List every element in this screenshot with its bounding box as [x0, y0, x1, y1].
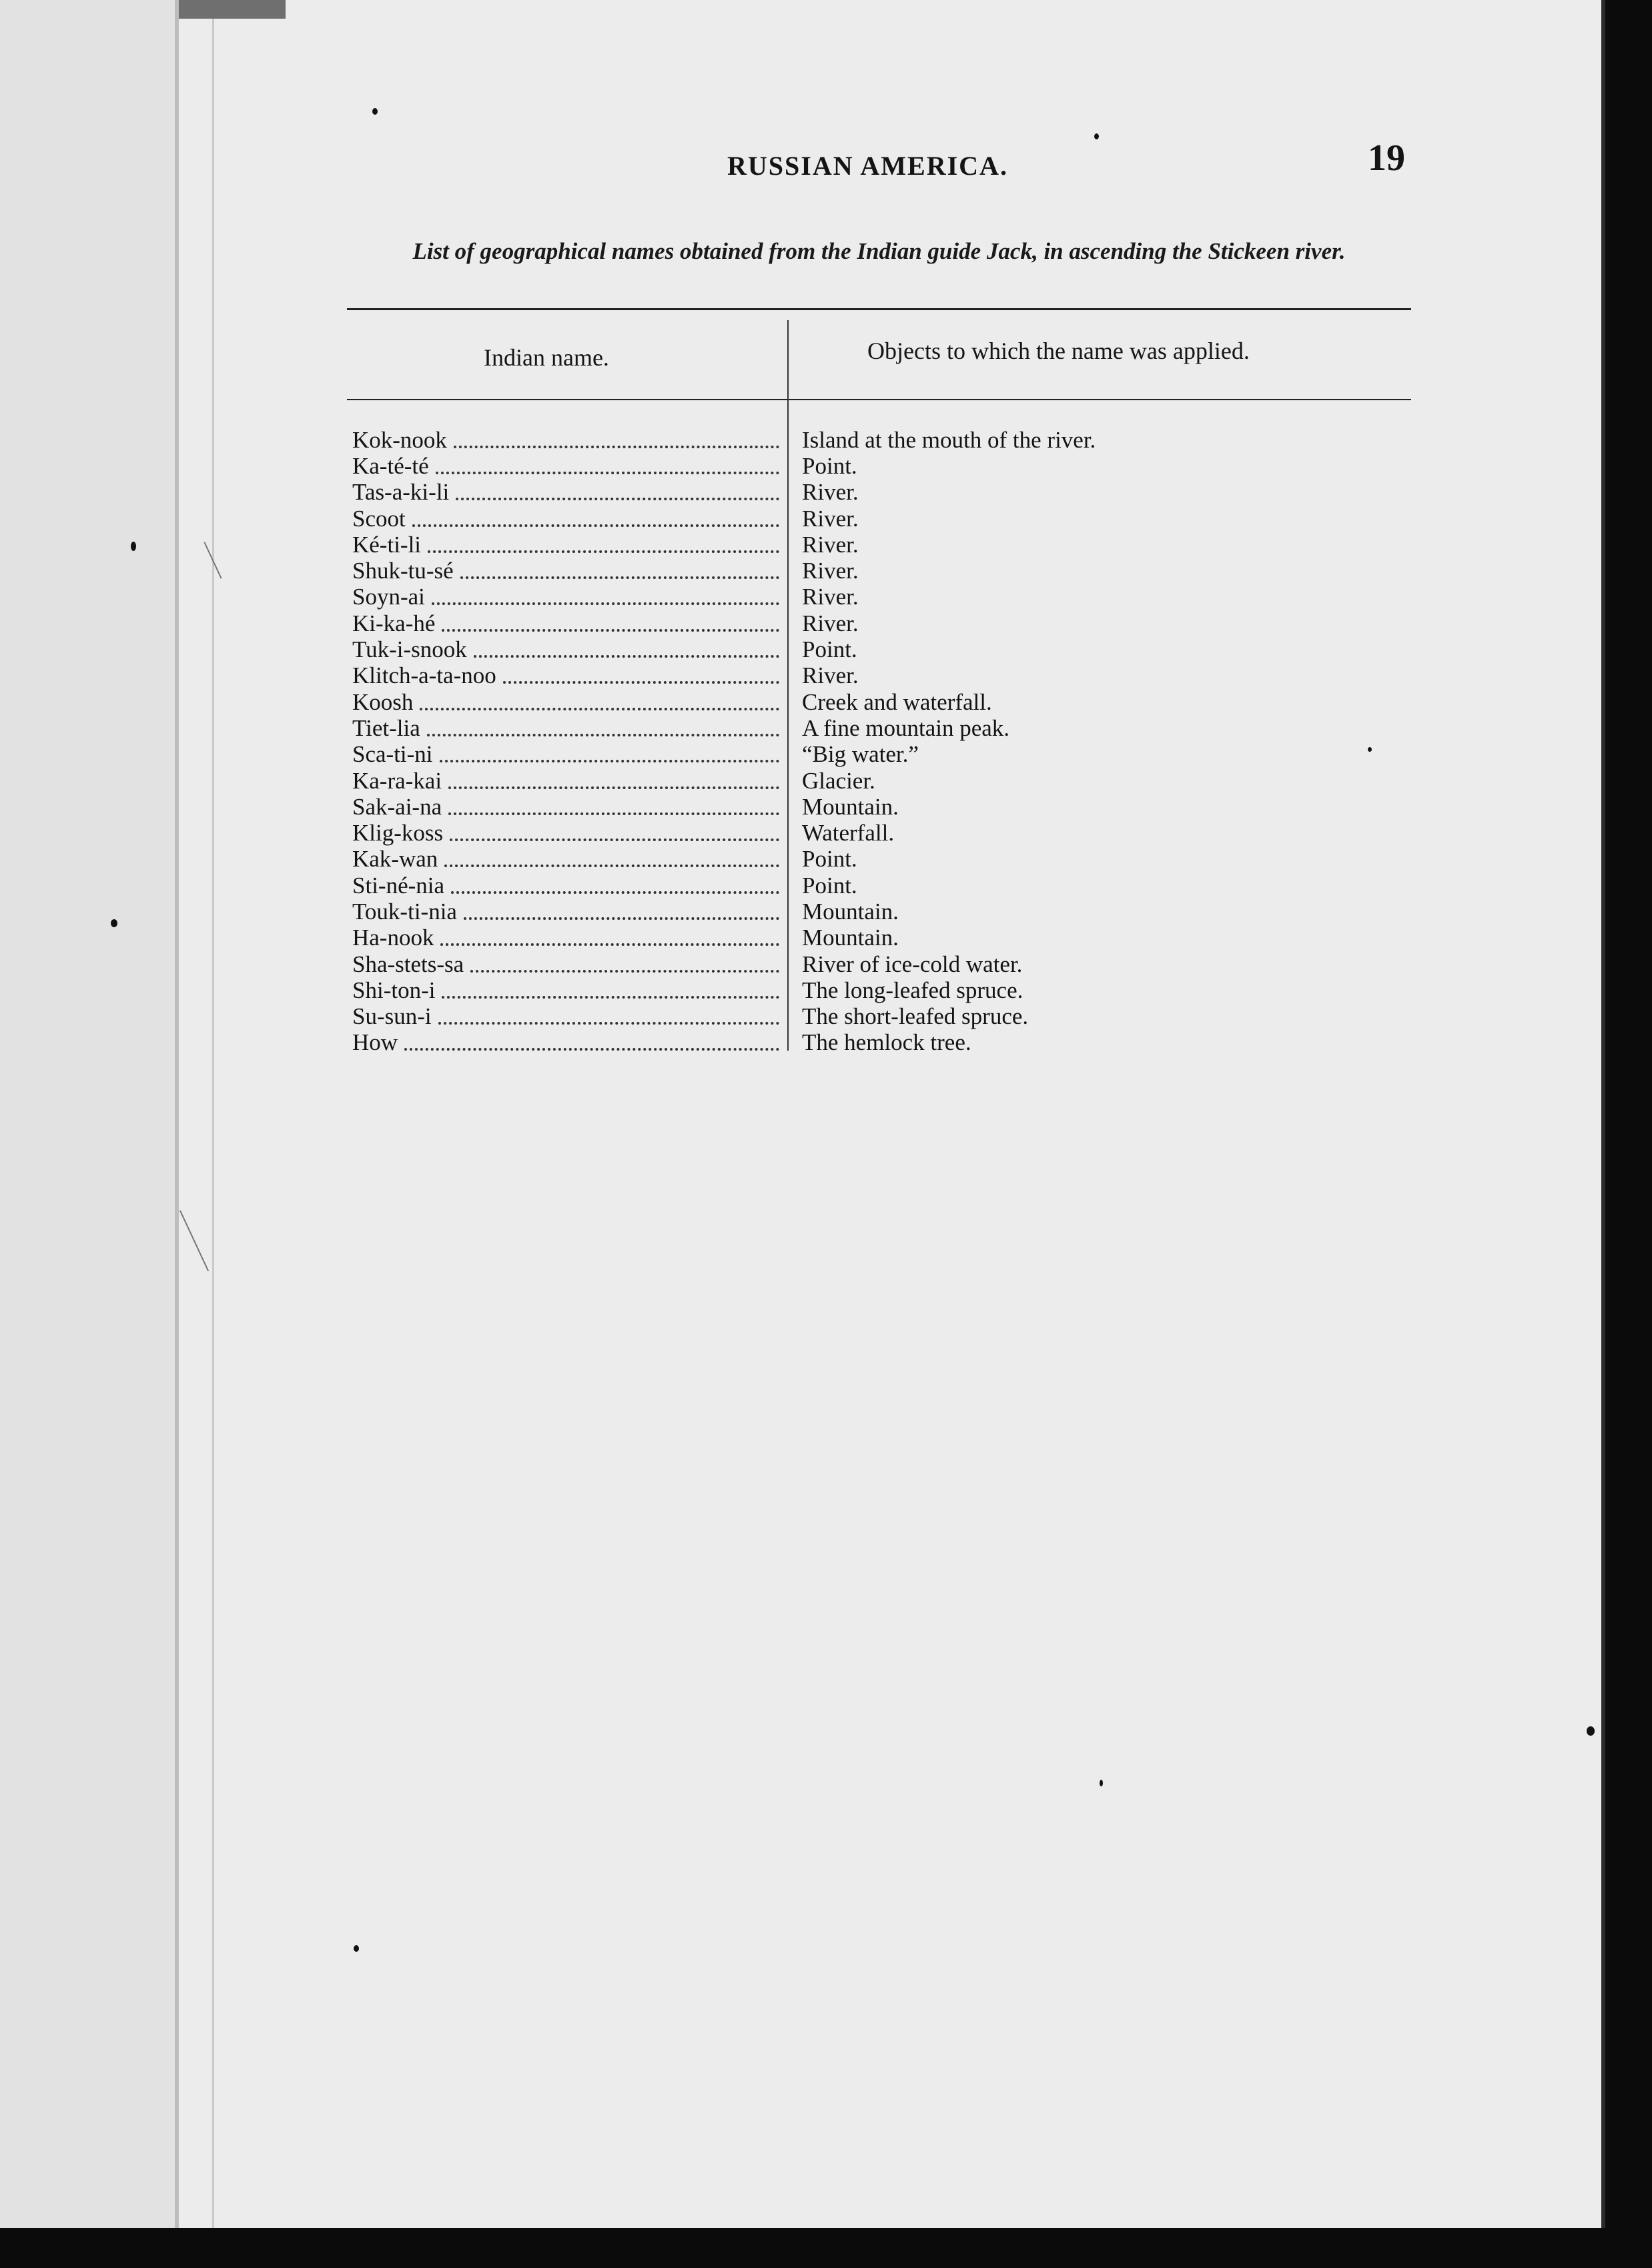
- page-fold-line: [212, 0, 214, 2228]
- table-row: [352, 584, 1513, 610]
- object-description: “Big water.”: [802, 741, 919, 768]
- dot-leader: [470, 957, 779, 973]
- table-row: [352, 873, 1513, 899]
- table-row: [352, 977, 1513, 1003]
- indian-name-cell: [352, 846, 786, 873]
- indian-name-cell: [352, 820, 786, 846]
- table-row: [352, 715, 1513, 741]
- table-row: [352, 453, 1513, 479]
- dot-leader: [404, 1035, 779, 1051]
- indian-name: Sak-ai-na: [352, 793, 442, 820]
- table-caption: List of geographical names obtained from the Indian guide Jack, in ascending the Stickeen river.: [412, 238, 1346, 264]
- indian-name: Soyn-ai: [352, 584, 425, 610]
- pencil-mark: [179, 1210, 209, 1271]
- scan-speck: [1094, 133, 1099, 139]
- page-spine: [175, 0, 179, 2228]
- scan-speck: [1100, 1780, 1103, 1786]
- dot-leader: [450, 825, 779, 841]
- indian-name: Shuk-tu-sé: [352, 558, 454, 584]
- indian-name-cell: [352, 453, 786, 480]
- indian-name: Touk-ti-nia: [352, 899, 457, 925]
- object-description: The short-leafed spruce.: [802, 1003, 1029, 1030]
- object-description: River.: [802, 531, 859, 558]
- dot-leader: [442, 616, 779, 632]
- object-description: Creek and waterfall.: [802, 688, 992, 715]
- table-top-rule: [347, 308, 1411, 310]
- table-header-rule: [347, 399, 1411, 400]
- dot-leader: [448, 799, 779, 815]
- table-row: [352, 925, 1513, 951]
- table-row: [352, 506, 1513, 532]
- dot-leader: [464, 904, 779, 920]
- running-header: RUSSIAN AMERICA.: [727, 151, 1008, 181]
- object-description: The long-leafed spruce.: [802, 977, 1023, 1003]
- indian-name: Ha-nook: [352, 925, 434, 951]
- table-row: [352, 1030, 1513, 1056]
- scan-speck: [111, 919, 117, 927]
- scan-speck: [1368, 747, 1372, 752]
- object-description: Point.: [802, 452, 857, 479]
- table-row: [352, 636, 1513, 662]
- indian-name: Tas-a-ki-li: [352, 479, 450, 506]
- table-row: [352, 742, 1513, 768]
- dot-leader: [451, 878, 779, 894]
- indian-name-cell: [352, 506, 786, 532]
- indian-name-cell: [352, 951, 786, 978]
- object-description: Point.: [802, 872, 857, 899]
- dot-leader: [448, 773, 779, 789]
- dot-leader: [436, 458, 779, 474]
- dot-leader: [438, 1009, 779, 1025]
- object-description: River.: [802, 662, 859, 689]
- indian-name-cell: [352, 925, 786, 951]
- indian-name: Shi-ton-i: [352, 977, 436, 1003]
- indian-name: Ka-ra-kai: [352, 767, 442, 794]
- indian-name-cell: [352, 584, 786, 610]
- indian-name: Klig-koss: [352, 820, 444, 846]
- object-description: Island at the mouth of the river.: [802, 426, 1096, 453]
- indian-name-cell: [352, 794, 786, 820]
- indian-name-cell: [352, 1029, 786, 1056]
- object-description: River of ice-cold water.: [802, 951, 1023, 977]
- indian-name: How: [352, 1029, 398, 1056]
- indian-name-cell: [352, 715, 786, 742]
- indian-name-cell: [352, 610, 786, 637]
- indian-name: Ki-ka-hé: [352, 610, 436, 636]
- dot-leader: [442, 983, 779, 999]
- indian-name: Ka-té-té: [352, 452, 429, 479]
- object-description: Glacier.: [802, 767, 875, 794]
- dot-leader: [456, 484, 779, 500]
- indian-name-cell: [352, 689, 786, 716]
- scan-speck: [354, 1945, 359, 1952]
- scan-speck: [372, 108, 378, 115]
- indian-name-cell: [352, 741, 786, 768]
- table-row: [352, 610, 1513, 636]
- table-row: [352, 768, 1513, 794]
- object-description: A fine mountain peak.: [802, 714, 1010, 741]
- object-description: River.: [802, 505, 859, 532]
- object-description: River.: [802, 479, 859, 506]
- indian-name: Scoot: [352, 505, 406, 532]
- object-description: Mountain.: [802, 899, 899, 925]
- dot-leader: [420, 694, 779, 710]
- indian-name: Koosh: [352, 688, 414, 715]
- page-number: 19: [1368, 137, 1405, 179]
- dot-leader: [440, 930, 779, 946]
- indian-name: Tiet-lia: [352, 714, 420, 741]
- dot-leader: [427, 720, 779, 736]
- indian-name-cell: [352, 662, 786, 689]
- indian-name-cell: [352, 427, 786, 454]
- binding-tape: [179, 0, 286, 19]
- indian-name: Sti-né-nia: [352, 872, 445, 899]
- table-row: [352, 846, 1513, 873]
- table-row: [352, 663, 1513, 689]
- dot-leader: [503, 668, 779, 684]
- indian-name-cell: [352, 532, 786, 558]
- table-row: [352, 532, 1513, 558]
- table-row: [352, 1004, 1513, 1030]
- indian-name: Kok-nook: [352, 426, 447, 453]
- dot-leader: [454, 432, 779, 448]
- table-row: [352, 899, 1513, 925]
- indian-name-cell: [352, 977, 786, 1004]
- object-description: River.: [802, 584, 859, 610]
- object-description: Mountain.: [802, 793, 899, 820]
- scan-speck: [131, 542, 136, 551]
- object-description: Point.: [802, 636, 857, 663]
- table-row: [352, 558, 1513, 584]
- table-body: [352, 427, 1513, 1056]
- indian-name: Sca-ti-ni: [352, 741, 433, 768]
- table-row: [352, 820, 1513, 846]
- dot-leader: [460, 563, 779, 579]
- indian-name-cell: [352, 768, 786, 794]
- dot-leader: [444, 851, 779, 867]
- indian-name-cell: [352, 479, 786, 506]
- object-description: Waterfall.: [802, 820, 895, 846]
- object-description: Point.: [802, 846, 857, 873]
- column-header-indian-name: Indian name.: [484, 344, 609, 371]
- indian-name-cell: [352, 873, 786, 899]
- indian-name: Klitch-a-ta-noo: [352, 662, 496, 689]
- indian-name: Sha-stets-sa: [352, 951, 464, 977]
- dot-leader: [428, 537, 779, 553]
- indian-name: Kak-wan: [352, 846, 438, 873]
- object-description: River.: [802, 558, 859, 584]
- table-row: [352, 480, 1513, 506]
- object-description: Mountain.: [802, 925, 899, 951]
- facing-page-margin: [0, 0, 175, 2228]
- object-description: The hemlock tree.: [802, 1029, 971, 1056]
- table-row: [352, 794, 1513, 820]
- table-row: [352, 427, 1513, 453]
- table-row: [352, 689, 1513, 715]
- table-row: [352, 951, 1513, 977]
- indian-name-cell: [352, 636, 786, 663]
- dot-leader: [474, 642, 779, 658]
- indian-name-cell: [352, 558, 786, 584]
- indian-name: Ké-ti-li: [352, 531, 422, 558]
- dot-leader: [412, 511, 779, 527]
- indian-name-cell: [352, 899, 786, 925]
- indian-name: Su-sun-i: [352, 1003, 432, 1030]
- object-description: River.: [802, 610, 859, 636]
- scan-speck: [1587, 1726, 1595, 1736]
- dot-leader: [432, 589, 779, 605]
- indian-name: Tuk-i-snook: [352, 636, 467, 663]
- dot-leader: [440, 746, 779, 762]
- indian-name-cell: [352, 1003, 786, 1030]
- column-header-objects: Objects to which the name was applied.: [867, 338, 1250, 364]
